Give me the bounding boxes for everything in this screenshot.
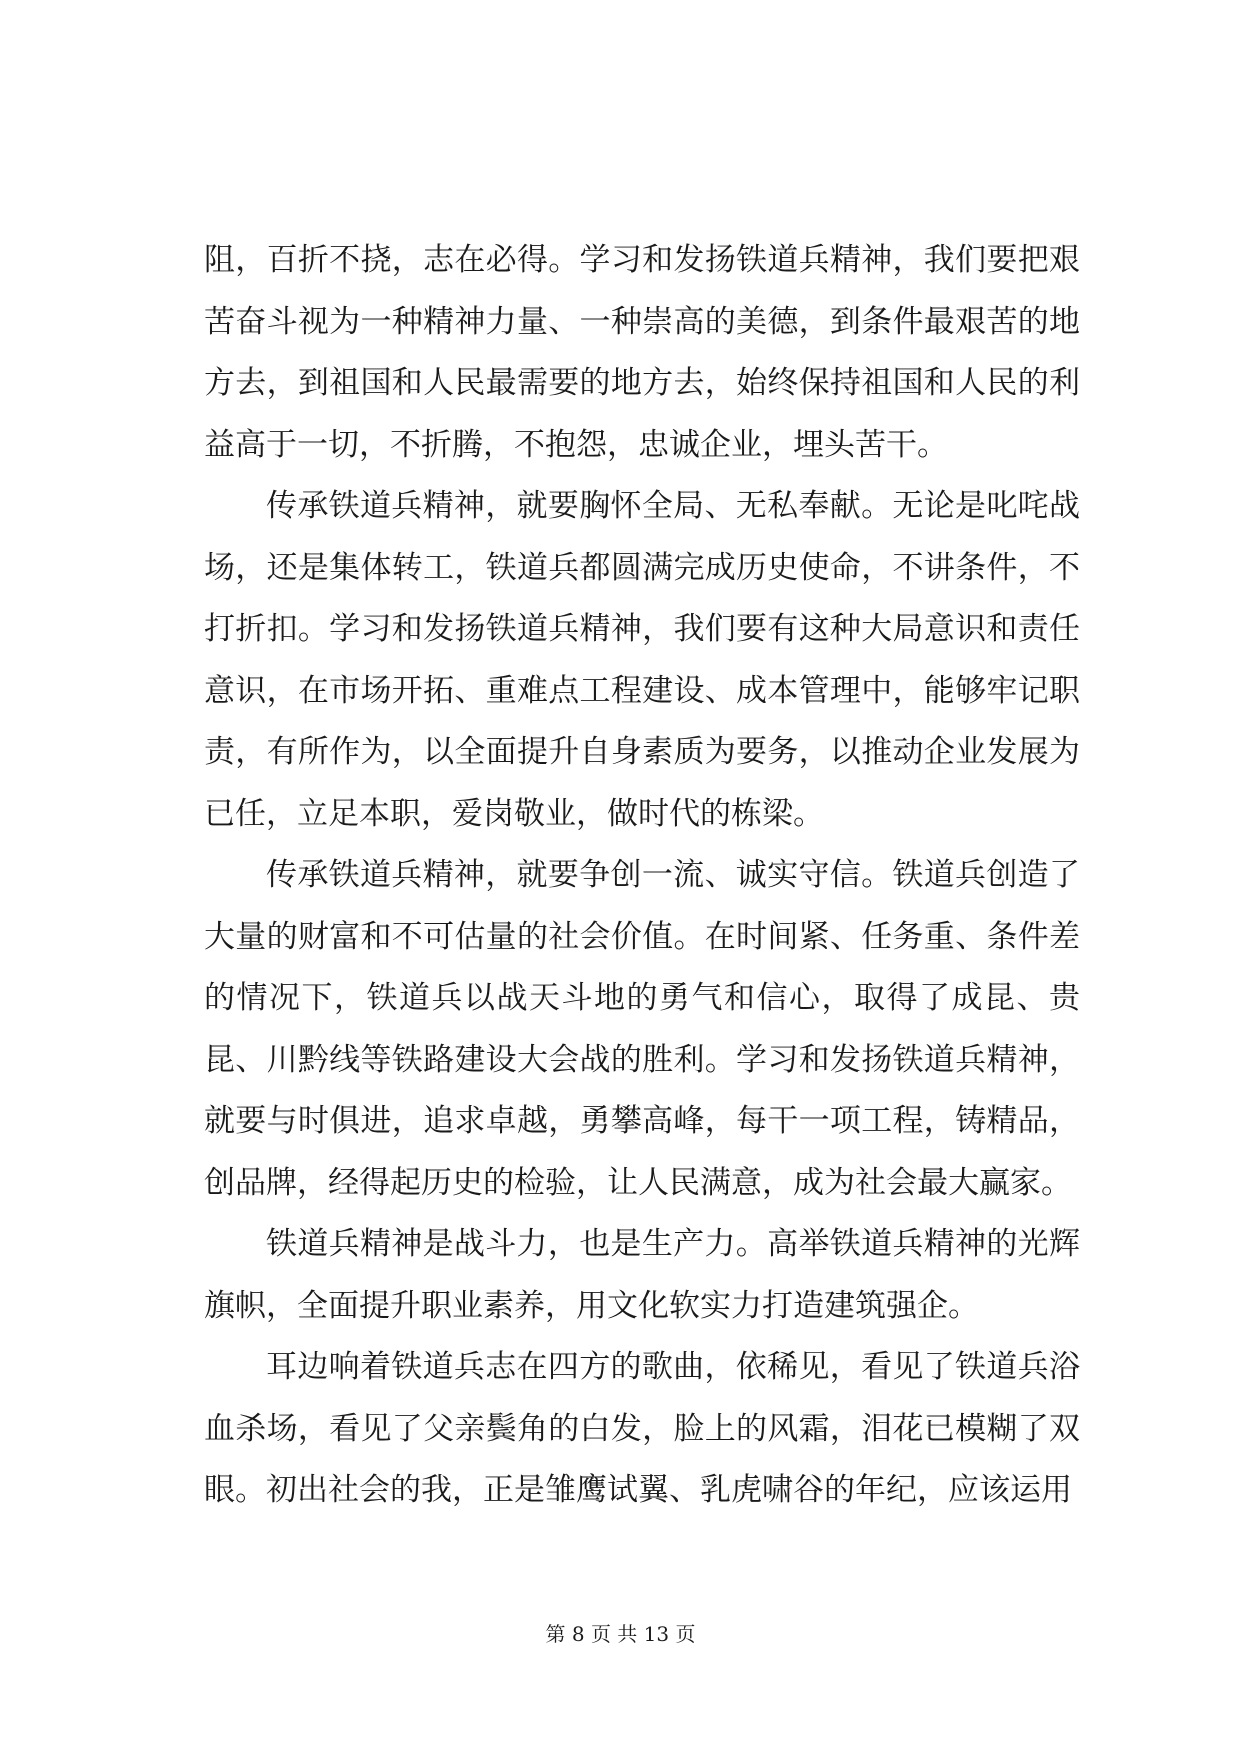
body-text — [204, 230, 1080, 1522]
paragraph-song-memory: 耳边响着铁道兵志在四方的歌曲，依稀见，看见了铁道兵浴血杀场，看见了父亲鬓角的白发，脸上的风霜，泪花已模糊了双眼。初出社会的我，正是雏鹰试翼、乳虎啸谷的年纪，应该运用 — [204, 1349, 1080, 1508]
page-footer: 第 8 页 共 13 页 — [545, 1622, 696, 1646]
paragraph-overall-dedication: 传承铁道兵精神，就要胸怀全局、无私奉献。无论是叱咤战场，还是集体转工，铁道兵都圆满完成历史使命，不讲条件，不打折扣。学习和发扬铁道兵精神，我们要有这种大局意识和责任意识，在市场开拓、重难点工程建设、成本管理中，能够牢记职责，有所作为，以全面提升自身素质为要务，以推动企业发展为已任，立足本职，爱岗敬业，做时代的栋梁。 — [204, 488, 1080, 832]
paragraph-continuation: 阻，百折不挠，志在必得。学习和发扬铁道兵精神，我们要把艰苦奋斗视为一种精神力量、一种崇高的美德，到条件最艰苦的地方去，到祖国和人民最需要的地方去，始终保持祖国和人民的利益高于一切，不折腾，不抱怨，忠诚企业，埋头苦干。 — [204, 242, 1080, 463]
paragraph-productivity: 铁道兵精神是战斗力，也是生产力。高举铁道兵精神的光辉旗帜，全面提升职业素养，用文化软实力打造建筑强企。 — [204, 1226, 1080, 1324]
paragraph-first-class-integrity: 传承铁道兵精神，就要争创一流、诚实守信。铁道兵创造了大量的财富和不可估量的社会价值。在时间紧、任务重、条件差的情况下，铁道兵以战天斗地的勇气和信心，取得了成昆、贵昆、川黔线等铁路建设大会战的胜利。学习和发扬铁道兵精神，就要与时俱进，追求卓越，勇攀高峰，每干一项工程，铸精品，创品牌，经得起历史的检验，让人民满意，成为社会最大赢家。 — [204, 857, 1080, 1201]
